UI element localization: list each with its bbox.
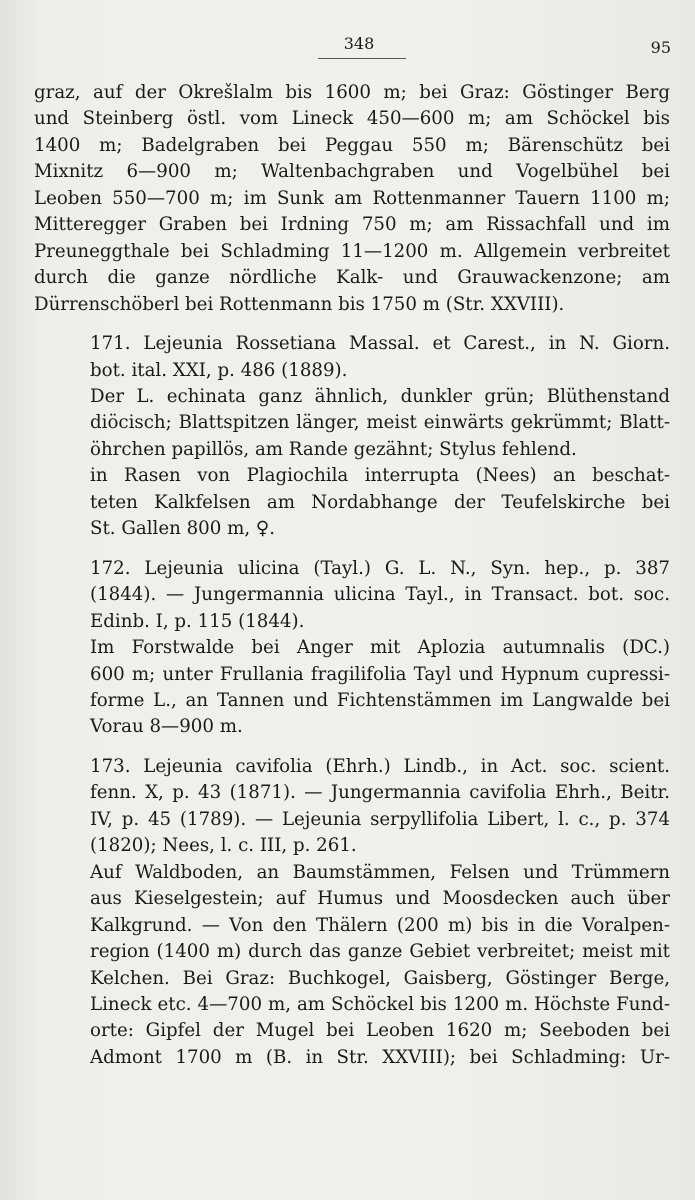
text-line: graz, auf der Okrešlalm bis 1600 m; bei Graz: Göstinger Berg [34,82,670,103]
entry-171-locality [34,463,670,542]
text-line: 600 m; unter Frullania fragilifolia Tayl und Hypnum cupressi- [90,663,670,685]
text-line: region (1400 m) durch das ganze Gebiet verbreitet; meist mit [90,941,670,963]
text-line: bot. ital. XXI, p. 486 (1889). [90,359,348,381]
entry-172-locality [34,635,670,741]
text-line: in Rasen von Plagiochila interrupta (Nees) an beschat- [90,465,670,487]
entry-173-heading [34,754,670,860]
entry-173-locality [34,860,670,1072]
text-line: öhrchen papillös, am Rande gezähnt; Stylus fehlend. [90,438,577,460]
text-line: Admont 1700 m (B. in Str. XXVIII); bei Schladming: Ur- [90,1046,670,1068]
text-line: Kelchen. Bei Graz: Buchkogel, Gaisberg, Göstinger Berge, [90,967,670,989]
text-line: St. Gallen 800 m, ♀. [90,518,275,540]
text-line: Kalkgrund. — Von den Thälern (200 m) bis in die Voralpen- [90,914,670,936]
text-line: aus Kieselgestein; auf Humus und Moosdecken auch über [90,888,670,910]
text-line: Preuneggthale bei Schladming 11—1200 m. Allgemein verbreitet [34,240,670,262]
entry-172-heading [34,556,670,635]
text-line: Lineck etc. 4—700 m, am Schöckel bis 1200 m. Höchste Fund- [90,993,670,1015]
text-line: Der L. echinata ganz ähnlich, dunkler grün; Blüthenstand [90,385,670,407]
text-line: Auf Waldboden, an Baumstämmen, Felsen und Trümmern [90,861,670,883]
text-line: 1400 m; Badelgraben bei Peggau 550 m; Bärenschütz bei [34,134,670,156]
paragraph-graz-localities [34,80,670,318]
text-line: durch die ganze nördliche Kalk- und Grauwackenzone; am [34,267,670,289]
text-line: Im Forstwalde bei Anger mit Aplozia autumnalis (DC.) [90,637,670,659]
page-number-rule [318,58,406,59]
folio-number: 95 [650,38,671,57]
text-line: orte: Gipfel der Mugel bei Leoben 1620 m; Seeboden bei [90,1020,670,1042]
entry-171-heading [34,331,670,384]
text-line: 173. Lejeunia cavifolia (Ehrh.) Lindb., in Act. soc. scient. [90,755,670,777]
text-line: IV, p. 45 (1789). — Lejeunia serpyllifolia Libert, l. c., p. 374 [90,808,670,830]
text-line: Dürrenschöberl bei Rottenmann bis 1750 m (Str. XXVIII). [34,293,565,315]
text-line: teten Kalkfelsen am Nordabhange der Teufelskirche bei [90,491,670,513]
text-line: Vorau 8—900 m. [90,716,243,738]
entry-171-description [34,384,670,463]
text-line: Mixnitz 6—900 m; Waltenbachgraben und Vogelbühel bei [34,161,670,183]
body-text [34,80,670,1071]
text-line: forme L., an Tannen und Fichtenstämmen im Langwalde bei [90,689,670,711]
text-line: Leoben 550—700 m; im Sunk am Rottenmanner Tauern 1100 m; [34,187,670,209]
text-line: diöcisch; Blattspitzen länger, meist einwärts gekrümmt; Blatt- [90,412,670,434]
text-line: 172. Lejeunia ulicina (Tayl.) G. L. N., Syn. hep., p. 387 [90,557,670,579]
text-line: 171. Lejeunia Rossetiana Massal. et Carest., in N. Giorn. [90,333,670,355]
text-line: fenn. X, p. 43 (1871). — Jungermannia cavifolia Ehrh., Beitr. [90,782,670,804]
text-line: (1820); Nees, l. c. III, p. 261. [90,835,357,857]
text-line: Edinb. I, p. 115 (1844). [90,610,305,632]
text-line: Mitteregger Graben bei Irdning 750 m; am Rissachfall und im [34,214,670,236]
page-number: 348 [343,34,375,53]
text-line: (1844). — Jungermannia ulicina Tayl., in Transact. bot. soc. [90,584,670,606]
text-line: und Steinberg östl. vom Lineck 450—600 m; am Schöckel bis [34,108,670,130]
